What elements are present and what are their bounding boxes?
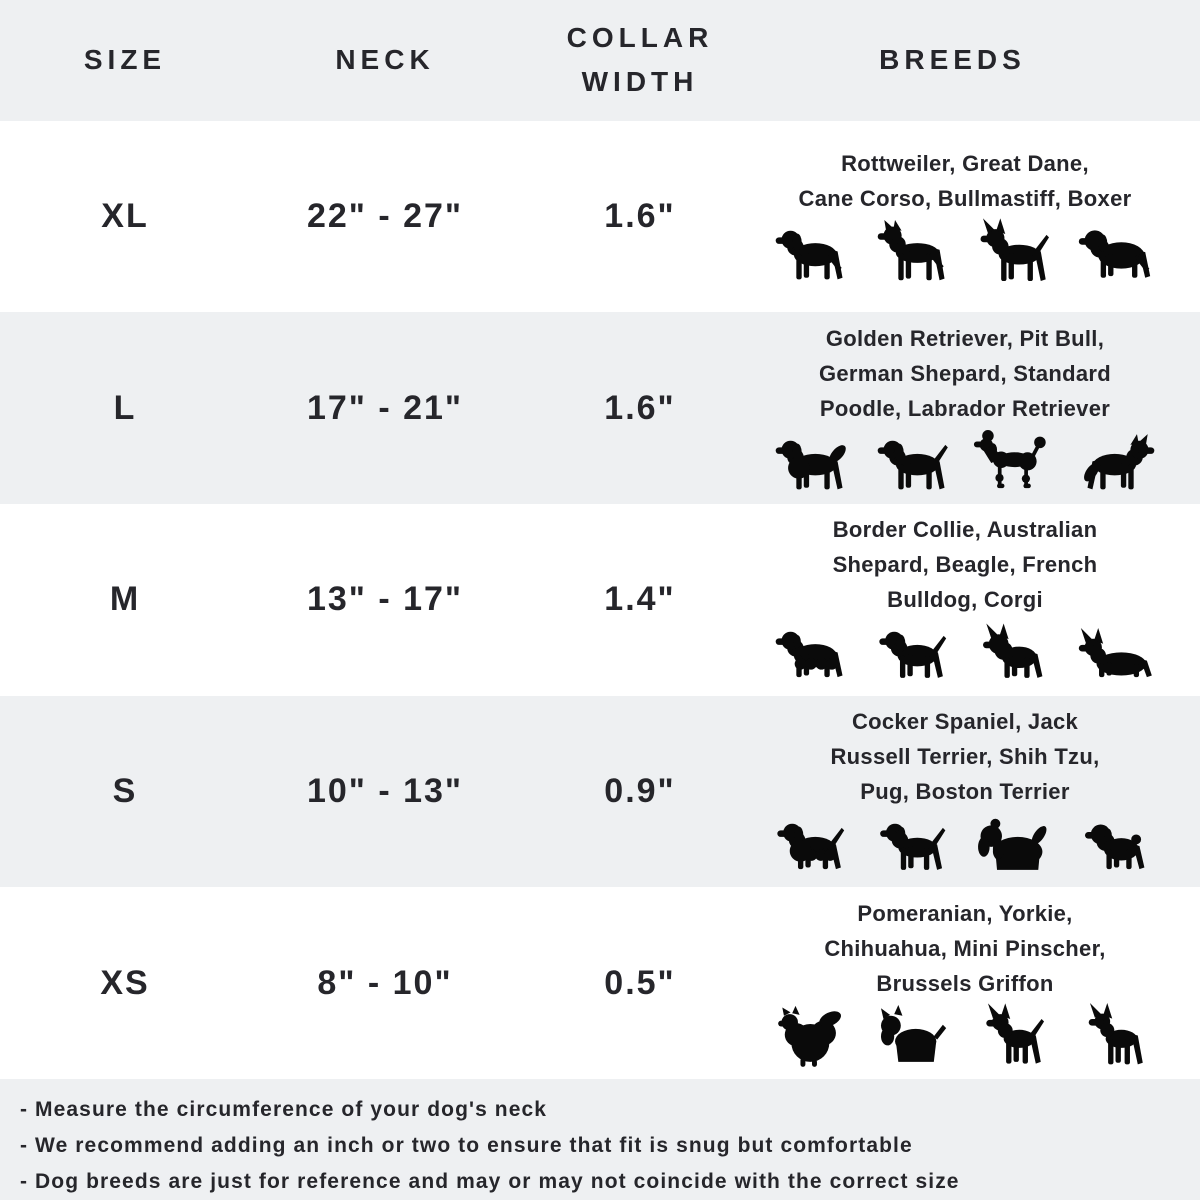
neck-range: 17" - 21" bbox=[306, 388, 464, 427]
cocker-spaniel-icon bbox=[769, 813, 855, 879]
note-measure: - Measure the circumference of your dog's neck bbox=[20, 1097, 548, 1121]
collar-width-value: 0.5" bbox=[604, 963, 676, 1002]
german-shepherd-icon bbox=[1075, 430, 1161, 496]
great-dane-icon bbox=[871, 220, 957, 286]
breed-names: Cocker Spaniel, Jack Russell Terrier, Shih Tzu, Pug, Boston Terrier bbox=[830, 708, 1100, 804]
table-row-s bbox=[0, 696, 1200, 888]
labrador-icon bbox=[871, 430, 957, 496]
column-header-breeds: BREEDS bbox=[879, 44, 1026, 76]
corgi-icon bbox=[1075, 621, 1161, 687]
table-row-xl bbox=[0, 121, 1200, 313]
breed-names: Golden Retriever, Pit Bull, German Shepard, Standard Poodle, Labrador Retriever bbox=[818, 325, 1112, 421]
bullmastiff-icon bbox=[1075, 220, 1161, 286]
shih-tzu-icon bbox=[973, 813, 1059, 879]
breed-icons bbox=[769, 430, 1161, 496]
note-reference: - Dog breeds are just for reference and may or may not coincide with the correct size bbox=[20, 1169, 960, 1193]
neck-range: 13" - 17" bbox=[306, 580, 464, 619]
breed-names: Rottweiler, Great Dane, Cane Corso, Bullmastiff, Boxer bbox=[798, 151, 1132, 212]
breed-icons bbox=[769, 621, 1161, 687]
breeds-cell bbox=[760, 121, 1200, 313]
chihuahua-icon bbox=[973, 1005, 1059, 1071]
french-bulldog-icon bbox=[973, 621, 1059, 687]
note-recommend: - We recommend adding an inch or two to ensure that fit is snug but comfortable bbox=[20, 1133, 913, 1157]
poodle-icon bbox=[973, 430, 1059, 496]
breed-icons bbox=[769, 813, 1161, 879]
pomeranian-icon bbox=[769, 1005, 855, 1071]
yorkie-icon bbox=[871, 1005, 957, 1071]
breeds-cell bbox=[760, 312, 1200, 504]
beagle-icon bbox=[871, 621, 957, 687]
breed-icons bbox=[769, 220, 1161, 286]
breed-icons bbox=[769, 1005, 1161, 1071]
breeds-cell bbox=[760, 504, 1200, 696]
pug-icon bbox=[1075, 813, 1161, 879]
footnotes bbox=[0, 1079, 1200, 1200]
size-label: L bbox=[113, 388, 137, 427]
collar-width-value: 1.6" bbox=[604, 388, 676, 427]
column-header-neck: NECK bbox=[335, 44, 435, 76]
breed-names: Pomeranian, Yorkie, Chihuahua, Mini Pinscher, Brussels Griffon bbox=[824, 900, 1106, 996]
min-pin-icon bbox=[1075, 1005, 1161, 1071]
collar-width-value: 1.4" bbox=[604, 580, 676, 619]
golden-retriever-icon bbox=[769, 430, 855, 496]
doberman-icon bbox=[973, 220, 1059, 286]
table-row-l bbox=[0, 312, 1200, 504]
size-label: XS bbox=[100, 963, 150, 1002]
header-row bbox=[0, 0, 1200, 121]
size-label: S bbox=[112, 771, 138, 810]
size-label: XL bbox=[101, 196, 149, 235]
breeds-cell bbox=[760, 887, 1200, 1079]
neck-range: 10" - 13" bbox=[306, 771, 464, 810]
breeds-cell bbox=[760, 696, 1200, 888]
size-label: M bbox=[109, 580, 141, 619]
collar-width-value: 1.6" bbox=[604, 196, 676, 235]
column-header-collar-width: COLLAR WIDTH bbox=[566, 22, 714, 98]
collar-width-value: 0.9" bbox=[604, 771, 676, 810]
neck-range: 8" - 10" bbox=[317, 963, 453, 1002]
breed-names: Border Collie, Australian Shepard, Beagle, French Bulldog, Corgi bbox=[832, 517, 1098, 613]
australian-shepherd-icon bbox=[769, 621, 855, 687]
rottweiler-icon bbox=[769, 220, 855, 286]
neck-range: 22" - 27" bbox=[306, 196, 464, 235]
table-row-m bbox=[0, 504, 1200, 696]
column-header-size: SIZE bbox=[83, 44, 167, 76]
jack-russell-icon bbox=[871, 813, 957, 879]
table-row-xs bbox=[0, 887, 1200, 1079]
